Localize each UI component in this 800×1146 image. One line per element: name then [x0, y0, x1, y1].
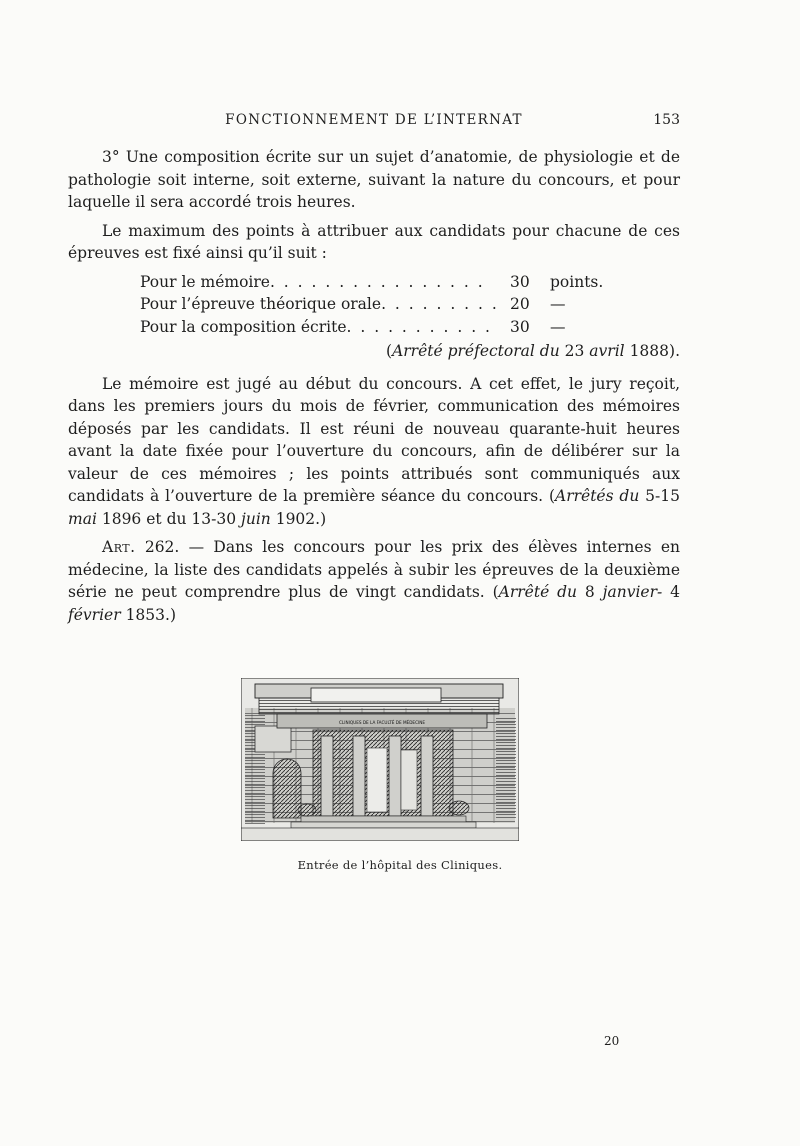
paragraph-memoire: Le mémoire est jugé au début du concours. A cet effet, le jury reçoit, dans les premiers jours du mois de février, communication des mémoires déposés par les candidats. Il est réuni de nouveau quarante-huit heures avant la date fixée pour l’ouverture du concours, afin de délibérer sur la valeur de ces mémoires ; les points attribués sont communiqués aux candidats à l’ouverture de la première séance du concours. (Arrêtés du 5-15 mai 1896 et du 13-30 juin 1902.) — [68, 374, 680, 528]
points-row-label: Pour le mémoire — [140, 272, 270, 291]
article-number: 262. — [144, 538, 180, 556]
body-text — [68, 146, 680, 632]
hospital-entrance-engraving — [241, 678, 519, 841]
points-row-value: 30 — [510, 317, 530, 336]
points-row-label: Pour l’épreuve théorique orale — [140, 295, 382, 313]
figure-caption: Entrée de l’hôpital des Cliniques. — [297, 858, 503, 872]
points-row: Pour la composition écrite. . . . . . . . . . . 30 — — [140, 316, 680, 339]
points-row-unit: — — [550, 295, 566, 313]
points-row-unit: — — [550, 317, 566, 336]
paragraph-composition: 3° Une composition écrite sur un sujet d’anatomie, de physiologie et de pathologie soit interne, soit externe, suivant la nature du concours, et pour laquelle il sera accordé trois heures. — [68, 148, 680, 211]
engraving-illustration — [241, 678, 519, 841]
paragraph-maximum-points: Le maximum des points à attribuer aux candidats pour chacune de ces épreuves est fixé ainsi qu’il suit : — [68, 221, 680, 262]
points-row-label: Pour la composition écrite — [140, 317, 347, 336]
article-label: Art. — [102, 538, 136, 556]
points-row-value: 20 — [510, 295, 530, 313]
points-table — [140, 271, 680, 339]
column — [421, 736, 433, 816]
running-header — [68, 110, 680, 134]
pediment-inscription: CLINIQUES DE LA FACULTÉ DE MÉDECINE — [338, 720, 426, 725]
points-row: Pour l’épreuve théorique orale. . . . . . . . . 20 — — [140, 293, 680, 316]
points-row-unit: points. — [550, 272, 604, 291]
column — [321, 736, 333, 816]
paragraph-article-262: Art. 262. — Dans les concours pour les prix des élèves internes en médecine, la liste des candidats appelés à subir les épreuves de la deuxième série ne peut comprendre plus de vingt candidats. (Arrêté du 8 janvier- 4 février 1853.) — [68, 538, 680, 624]
running-title: FONCTIONNEMENT DE L’INTERNAT — [225, 112, 523, 128]
points-row: Pour le mémoire. . . . . . . . . . . . . . . . 30 points. — [140, 271, 680, 294]
arched-doorway — [273, 759, 301, 818]
page-number: 153 — [653, 112, 680, 128]
column — [353, 736, 365, 816]
column — [389, 736, 401, 816]
folio-number: 20 — [604, 1034, 620, 1048]
points-row-value: 30 — [510, 272, 530, 291]
arrete-reference-1888: (Arrêté préfectoral du 23 avril 1888). — [386, 342, 680, 360]
